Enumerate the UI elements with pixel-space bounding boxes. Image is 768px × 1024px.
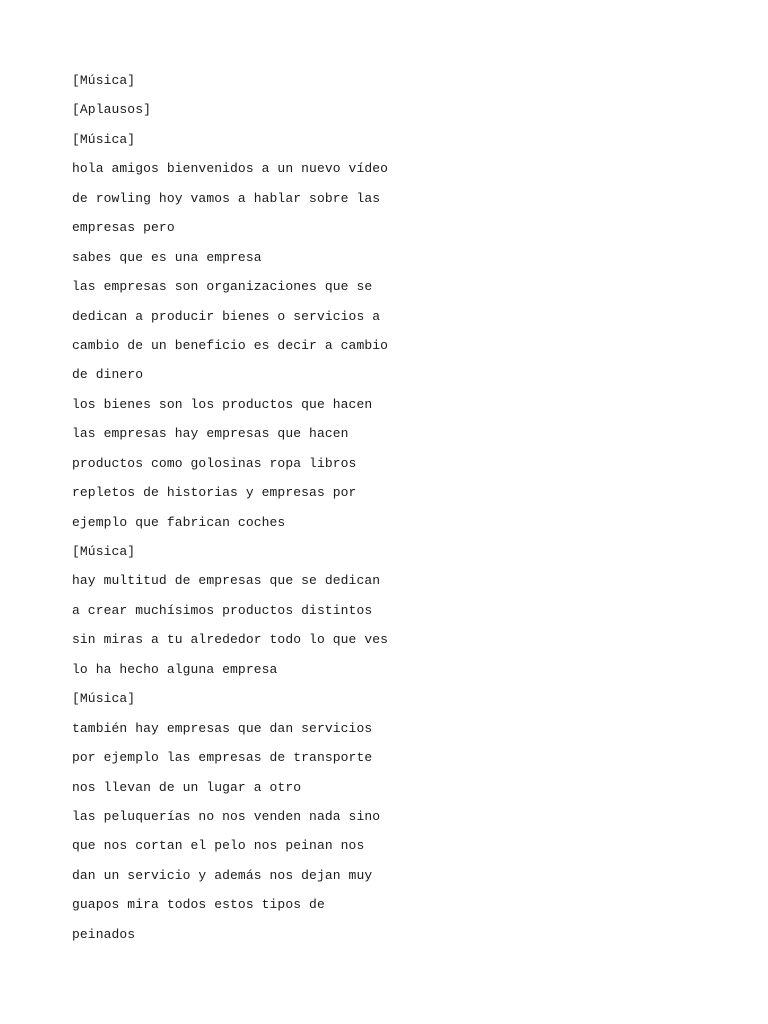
transcript-line: lo ha hecho alguna empresa (72, 661, 278, 677)
transcript-line: peinados (72, 926, 136, 942)
transcript-line: sin miras a tu alrededor todo lo que ves (72, 632, 389, 648)
transcript-line: [Música] (72, 691, 136, 707)
transcript-line: ejemplo que fabrican coches (72, 514, 286, 530)
transcript-line: por ejemplo las empresas de transporte (72, 750, 373, 766)
transcript-line: [Música] (72, 131, 136, 147)
transcript-line: a crear muchísimos productos distintos (72, 602, 373, 618)
transcript-line: dedican a producir bienes o servicios a (72, 308, 381, 324)
transcript-line: las peluquerías no nos venden nada sino (72, 808, 381, 824)
transcript-line: también hay empresas que dan servicios (72, 720, 373, 736)
transcript-line: los bienes son los productos que hacen (72, 396, 373, 412)
transcript-line: cambio de un beneficio es decir a cambio (72, 337, 389, 353)
transcript-line: hola amigos bienvenidos a un nuevo vídeo (72, 161, 389, 177)
transcript-line: productos como golosinas ropa libros (72, 455, 357, 471)
transcript-line: [Música] (72, 544, 136, 559)
transcript-line: guapos mira todos estos tipos de (72, 897, 325, 913)
transcript-line: que nos cortan el pelo nos peinan nos (72, 838, 365, 854)
transcript-line: repletos de historias y empresas por (72, 485, 357, 501)
transcript-line: [Música] (72, 73, 136, 88)
transcript-line: nos llevan de un lugar a otro (72, 779, 302, 795)
transcript-line: las empresas hay empresas que hacen (72, 426, 349, 442)
transcript-line: [Aplausos] (72, 102, 152, 118)
transcript-line: de dinero (72, 367, 144, 383)
transcript-line: las empresas son organizaciones que se (72, 279, 373, 295)
transcript-line: de rowling hoy vamos a hablar sobre las (72, 190, 381, 206)
transcript-line: dan un servicio y además nos dejan muy (72, 867, 373, 883)
transcript-line: hay multitud de empresas que se dedican (72, 573, 381, 589)
transcript-text (72, 66, 388, 949)
transcript-line: empresas pero (72, 220, 175, 236)
transcript-line: sabes que es una empresa (72, 249, 262, 265)
